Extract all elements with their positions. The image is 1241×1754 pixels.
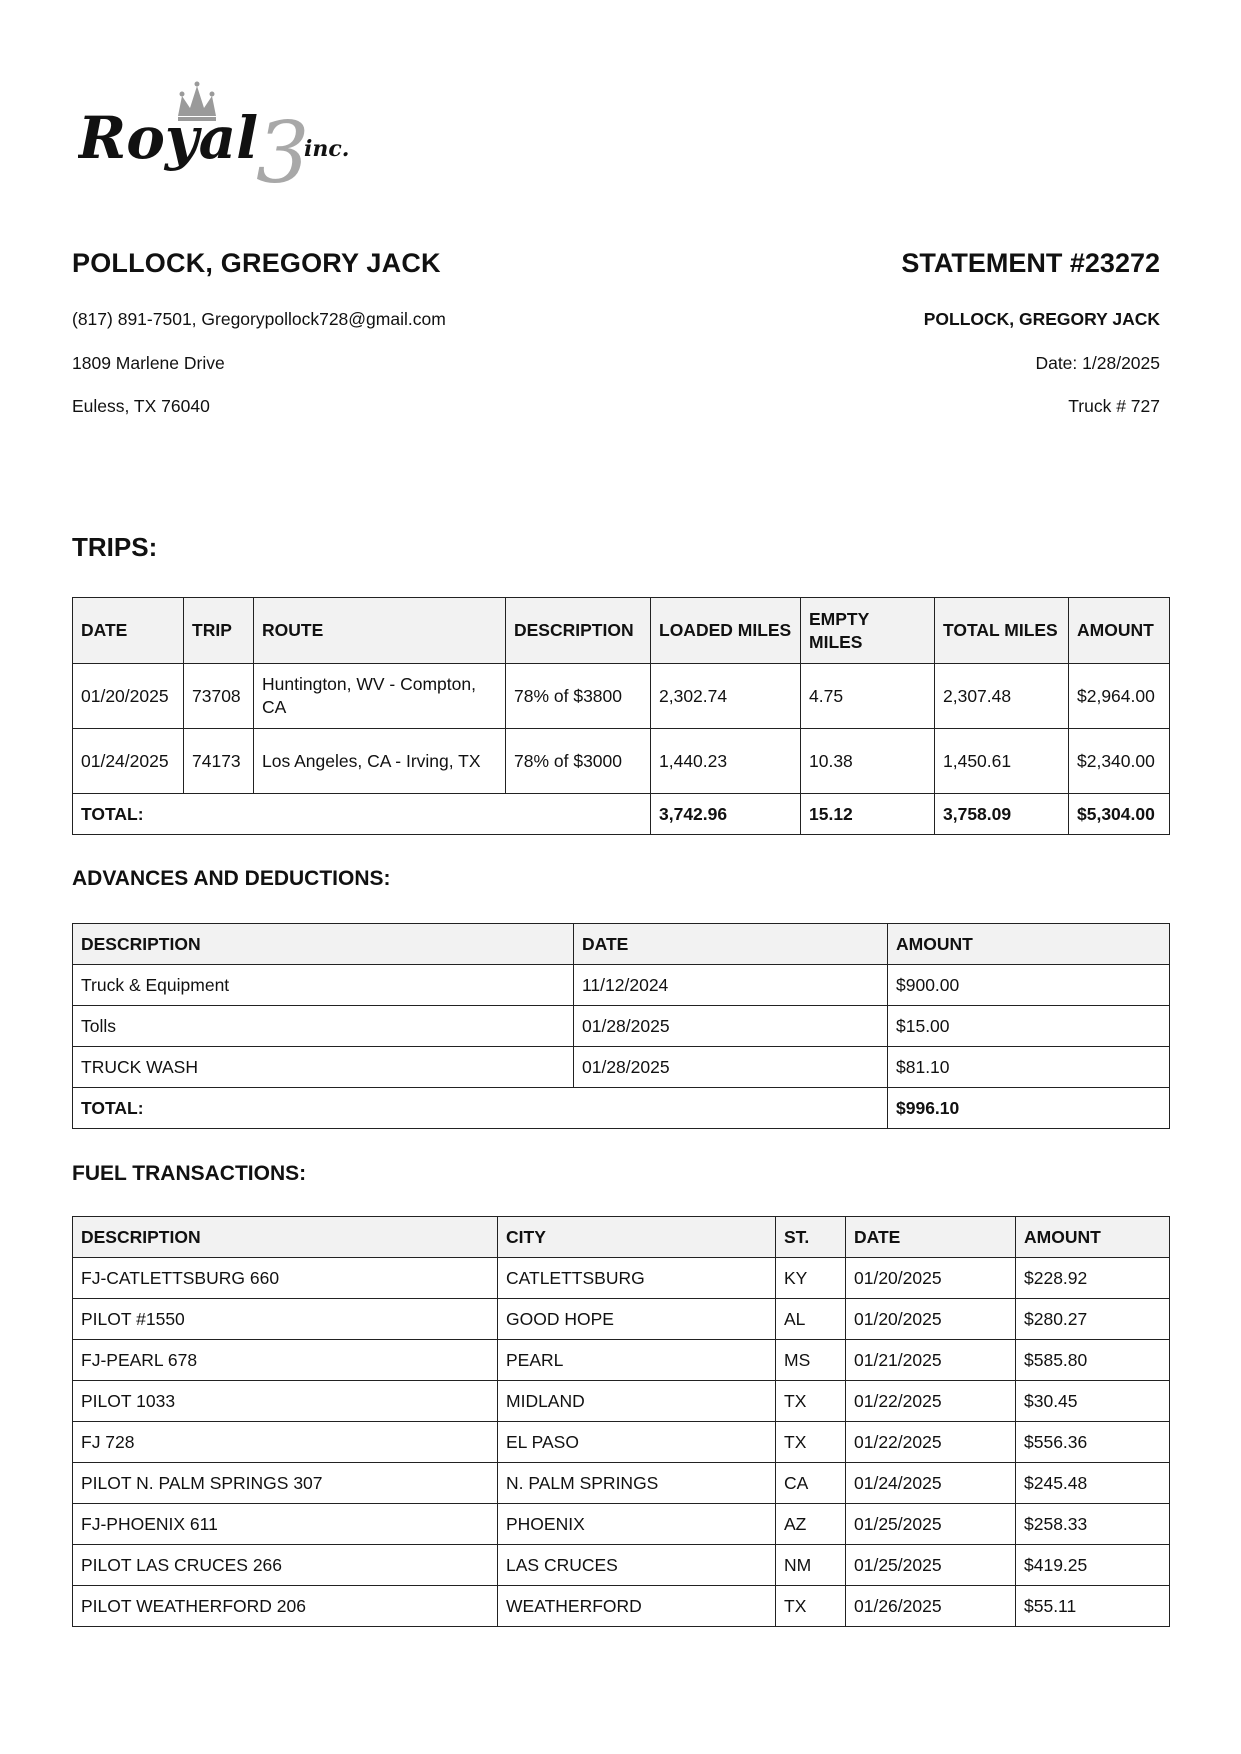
trips-heading: TRIPS: xyxy=(72,532,158,562)
total-loaded-miles: 3,742.96 xyxy=(651,794,801,835)
deduction-date: 01/28/2025 xyxy=(574,1047,888,1088)
column-header: DESCRIPTION xyxy=(73,924,574,965)
table-row xyxy=(73,1047,1170,1088)
fuel-city: N. PALM SPRINGS xyxy=(498,1463,776,1504)
table-row xyxy=(73,1586,1170,1627)
fuel-amount: $55.11 xyxy=(1016,1586,1170,1627)
deduction-description: Tolls xyxy=(73,1006,574,1047)
fuel-amount: $556.36 xyxy=(1016,1422,1170,1463)
fuel-date: 01/20/2025 xyxy=(846,1258,1016,1299)
table-row xyxy=(73,1381,1170,1422)
fuel-state: NM xyxy=(776,1545,846,1586)
table-row xyxy=(73,664,1170,729)
trip-route: Huntington, WV - Compton, CA xyxy=(254,664,506,729)
trip-loaded-miles: 1,440.23 xyxy=(651,729,801,794)
trip-route: Los Angeles, CA - Irving, TX xyxy=(254,729,506,794)
fuel-date: 01/22/2025 xyxy=(846,1422,1016,1463)
fuel-city: PHOENIX xyxy=(498,1504,776,1545)
fuel-state: AZ xyxy=(776,1504,846,1545)
fuel-date: 01/25/2025 xyxy=(846,1545,1016,1586)
table-row xyxy=(73,1504,1170,1545)
fuel-amount: $30.45 xyxy=(1016,1381,1170,1422)
column-header: DATE xyxy=(73,598,184,664)
fuel-description: FJ-PHOENIX 611 xyxy=(73,1504,498,1545)
trip-loaded-miles: 2,302.74 xyxy=(651,664,801,729)
advances-table xyxy=(72,923,1170,1129)
total-label: TOTAL: xyxy=(73,794,651,835)
table-row xyxy=(73,729,1170,794)
fuel-description: PILOT N. PALM SPRINGS 307 xyxy=(73,1463,498,1504)
truck-number: Truck # 727 xyxy=(1068,396,1160,416)
deduction-description: Truck & Equipment xyxy=(73,965,574,1006)
fuel-date: 01/25/2025 xyxy=(846,1504,1016,1545)
fuel-amount: $258.33 xyxy=(1016,1504,1170,1545)
table-header-row xyxy=(73,598,1170,664)
table-row xyxy=(73,1299,1170,1340)
trip-total-miles: 2,307.48 xyxy=(935,664,1069,729)
column-header: CITY xyxy=(498,1217,776,1258)
deduction-date: 11/12/2024 xyxy=(574,965,888,1006)
total-total-miles: 3,758.09 xyxy=(935,794,1069,835)
table-header-row xyxy=(73,1217,1170,1258)
deduction-amount: $15.00 xyxy=(888,1006,1170,1047)
table-header-row xyxy=(73,924,1170,965)
fuel-date: 01/22/2025 xyxy=(846,1381,1016,1422)
fuel-description: FJ-PEARL 678 xyxy=(73,1340,498,1381)
fuel-description: PILOT WEATHERFORD 206 xyxy=(73,1586,498,1627)
column-header: DESCRIPTION xyxy=(73,1217,498,1258)
column-header: ST. xyxy=(776,1217,846,1258)
company-logo xyxy=(78,78,398,198)
svg-text:3: 3 xyxy=(256,104,310,198)
total-row xyxy=(73,794,1170,835)
fuel-state: TX xyxy=(776,1422,846,1463)
fuel-amount: $419.25 xyxy=(1016,1545,1170,1586)
trip-total-miles: 1,450.61 xyxy=(935,729,1069,794)
advances-heading: ADVANCES AND DEDUCTIONS: xyxy=(72,867,391,890)
fuel-description: FJ-CATLETTSBURG 660 xyxy=(73,1258,498,1299)
table-row xyxy=(73,1422,1170,1463)
svg-text:Royal: Royal xyxy=(78,104,259,172)
column-header: DATE xyxy=(846,1217,1016,1258)
fuel-city: EL PASO xyxy=(498,1422,776,1463)
deduction-description: TRUCK WASH xyxy=(73,1047,574,1088)
column-header: TOTAL MILES xyxy=(935,598,1069,664)
driver-contact: (817) 891-7501, Gregorypollock728@gmail.com xyxy=(72,309,446,329)
fuel-description: PILOT #1550 xyxy=(73,1299,498,1340)
fuel-state: TX xyxy=(776,1586,846,1627)
deduction-amount: $900.00 xyxy=(888,965,1170,1006)
fuel-city: CATLETTSBURG xyxy=(498,1258,776,1299)
fuel-date: 01/21/2025 xyxy=(846,1340,1016,1381)
table-row xyxy=(73,1545,1170,1586)
fuel-heading: FUEL TRANSACTIONS: xyxy=(72,1162,307,1185)
fuel-amount: $585.80 xyxy=(1016,1340,1170,1381)
fuel-description: FJ 728 xyxy=(73,1422,498,1463)
svg-text:inc.: inc. xyxy=(304,136,350,162)
driver-name: POLLOCK, GREGORY JACK xyxy=(72,248,441,278)
fuel-date: 01/20/2025 xyxy=(846,1299,1016,1340)
column-header: AMOUNT xyxy=(1016,1217,1170,1258)
deduction-amount: $81.10 xyxy=(888,1047,1170,1088)
fuel-description: PILOT 1033 xyxy=(73,1381,498,1422)
column-header: LOADED MILES xyxy=(651,598,801,664)
total-row xyxy=(73,1088,1170,1129)
fuel-state: CA xyxy=(776,1463,846,1504)
column-header: AMOUNT xyxy=(1069,598,1170,664)
trips-table xyxy=(72,597,1170,835)
fuel-amount: $245.48 xyxy=(1016,1463,1170,1504)
statement-driver-name: POLLOCK, GREGORY JACK xyxy=(923,309,1160,329)
fuel-table xyxy=(72,1216,1170,1627)
fuel-state: KY xyxy=(776,1258,846,1299)
driver-address-line2: Euless, TX 76040 xyxy=(72,396,210,416)
column-header: AMOUNT xyxy=(888,924,1170,965)
trip-amount: $2,964.00 xyxy=(1069,664,1170,729)
table-row xyxy=(73,1463,1170,1504)
column-header: ROUTE xyxy=(254,598,506,664)
column-header: DESCRIPTION xyxy=(506,598,651,664)
fuel-date: 01/26/2025 xyxy=(846,1586,1016,1627)
total-label: TOTAL: xyxy=(73,1088,888,1129)
trip-amount: $2,340.00 xyxy=(1069,729,1170,794)
statement-date: Date: 1/28/2025 xyxy=(1035,353,1160,373)
statement-number: STATEMENT #23272 xyxy=(901,248,1160,278)
fuel-city: LAS CRUCES xyxy=(498,1545,776,1586)
fuel-city: WEATHERFORD xyxy=(498,1586,776,1627)
column-header: TRIP xyxy=(184,598,254,664)
trip-number: 73708 xyxy=(184,664,254,729)
table-row xyxy=(73,965,1170,1006)
trip-empty-miles: 4.75 xyxy=(801,664,935,729)
trip-number: 74173 xyxy=(184,729,254,794)
fuel-city: PEARL xyxy=(498,1340,776,1381)
trip-description: 78% of $3800 xyxy=(506,664,651,729)
fuel-description: PILOT LAS CRUCES 266 xyxy=(73,1545,498,1586)
fuel-amount: $228.92 xyxy=(1016,1258,1170,1299)
fuel-city: MIDLAND xyxy=(498,1381,776,1422)
driver-address-line1: 1809 Marlene Drive xyxy=(72,353,225,373)
trip-date: 01/20/2025 xyxy=(73,664,184,729)
fuel-date: 01/24/2025 xyxy=(846,1463,1016,1504)
trip-empty-miles: 10.38 xyxy=(801,729,935,794)
deduction-date: 01/28/2025 xyxy=(574,1006,888,1047)
fuel-state: MS xyxy=(776,1340,846,1381)
table-row xyxy=(73,1006,1170,1047)
total-amount: $996.10 xyxy=(888,1088,1170,1129)
fuel-state: AL xyxy=(776,1299,846,1340)
fuel-amount: $280.27 xyxy=(1016,1299,1170,1340)
fuel-city: GOOD HOPE xyxy=(498,1299,776,1340)
trip-date: 01/24/2025 xyxy=(73,729,184,794)
fuel-state: TX xyxy=(776,1381,846,1422)
trip-description: 78% of $3000 xyxy=(506,729,651,794)
column-header: DATE xyxy=(574,924,888,965)
total-amount: $5,304.00 xyxy=(1069,794,1170,835)
column-header: EMPTY MILES xyxy=(801,598,935,664)
table-row xyxy=(73,1340,1170,1381)
table-row xyxy=(73,1258,1170,1299)
total-empty-miles: 15.12 xyxy=(801,794,935,835)
royal3-logo-mark xyxy=(78,78,398,198)
